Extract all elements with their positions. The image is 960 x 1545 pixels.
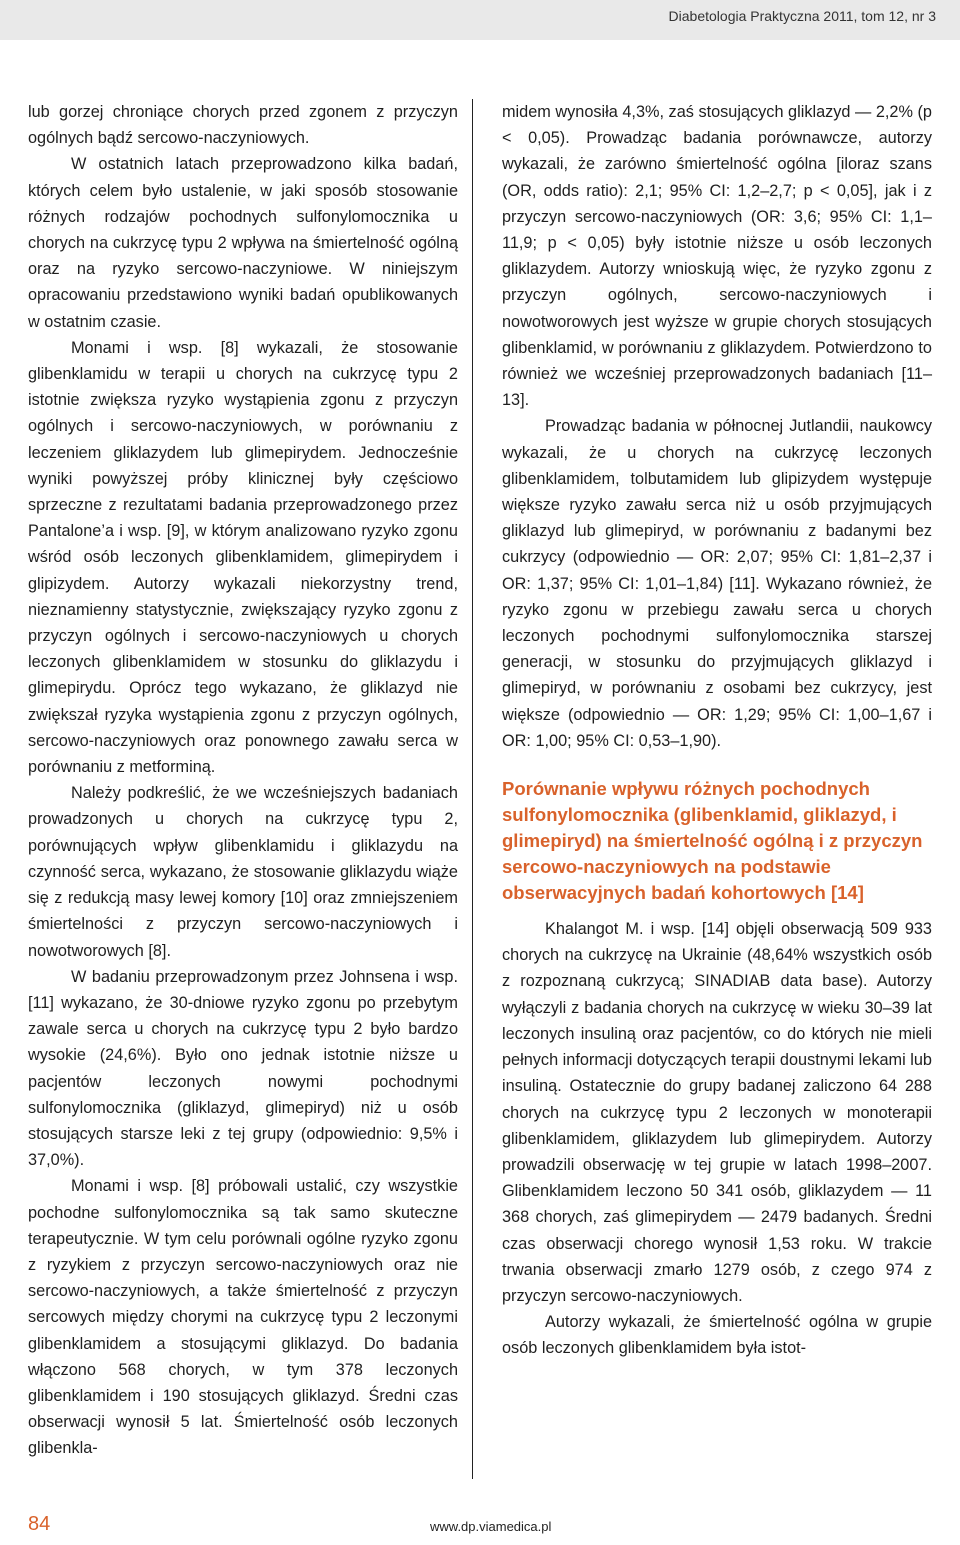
paragraph: midem wynosiła 4,3%, zaś stosujących gliklazyd — 2,2% (p < 0,05). Prowadząc badania porównawcze, autorzy wykazali, że zarówno śmiertelność ogólna [iloraz szans (OR, odds ratio): 2,1; 95% CI: 1,2–2,7; p < 0,05], jak i z przyczyn sercowo-naczyniowych (OR: 3,6; 95% CI: 1,1–11,9; p < 0,05) były istotnie niższe u osób leczonych gliklazydem. Autorzy wnioskują więc, że ryzyko zgonu z przyczyn ogólnych, sercowo-naczyniowych i nowotworowych jest wyższe w grupie chorych stosujących glibenklamid, w porównaniu z gliklazydem. Potwierdzono to również we wcześniej przeprowadzonych badaniach [11–13].: [502, 103, 932, 410]
paragraph: Należy podkreślić, że we wcześniejszych badaniach prowadzonych u chorych na cukrzycę typu 2, porównujących wpływ glibenklamidu i gliklazydu na czynność serca, wykazano, że stosowanie gliklazydu wiąże się z redukcją masy lewej komory [10] oraz zmniejszeniem śmiertelności z przyczyn sercowo-naczyniowych i nowotworowych [8].: [28, 784, 458, 960]
paragraph: Monami i wsp. [8] próbowali ustalić, czy wszystkie pochodne sulfonylomocznika są tak samo skuteczne terapeutycznie. W tym celu porównali ogólne ryzyko zgonu z ryzykiem z przyczyn sercowo-naczyniowych oraz nie sercowo-naczyniowych, a także śmiertelność z przyczyn sercowych między chorymi na cukrzycę typu 2 leczonymi glibenklamidem a stosującymi gliklazyd. Do badania włączono 568 chorych, w tym 378 leczonych glibenklamidem i 190 stosujących gliklazyd. Średni czas obserwacji wynosił 5 lat. Śmiertelność osób leczonych glibenkla-: [28, 1177, 458, 1458]
paragraph: Khalangot M. i wsp. [14] objęli obserwacją 509 933 chorych na cukrzycę na Ukrainie (48,64% wszystkich osób z rozpoznaną cukrzycą; SINADIAB data base). Autorzy wyłączyli z badania chorych na cukrzycę w wieku 30–39 lat leczonych insuliną oraz pacjentów, co do których nie mieli pełnych informacji dotyczących terapii doustnymi lekami lub insuliną. Ostatecznie do grupy badanej zaliczono 64 288 chorych na cukrzycę typu 2 leczonych w monoterapii glibenklamidem, gliklazydem lub glimepirydem. Autorzy prowadzili obserwację w tej grupie w latach 1998–2007. Glibenklamidem leczono 50 341 osób, gliklazydem — 11 368 chorych, zaś glimepirydem — 2479 badanych. Średni czas obserwacji chorego wynosił 1,53 roku. W trakcie trwania obserwacji zmarło 1279 osób, z czego 974 z przyczyn sercowo-naczyniowych.: [502, 920, 932, 1305]
section-heading: Porównanie wpływu różnych pochodnych sulfonylomocznika (glibenklamid, gliklazyd, i glimepiryd) na śmiertelność ogólną i z przyczyn sercowo-naczyniowych na podstawie obserwacyjnych badań kohortowych [14]: [502, 778, 923, 904]
paragraph: lub gorzej chroniące chorych przed zgonem z przyczyn ogólnych bądź sercowo-naczyniowych.: [28, 103, 458, 148]
paragraph: Monami i wsp. [8] wykazali, że stosowanie glibenklamidu w terapii u chorych na cukrzycę typu 2 istotnie zwiększa ryzyko wystąpienia zgonu z przyczyn ogólnych i sercowo-naczyniowych, w porównaniu z leczeniem gliklazydem lub glimepirydem. Jednocześnie wyniki powyższej próby klinicznej były częściowo sprzeczne z rezultatami badania przeprowadzonego przez Pantalone’a i wsp. [9], w którym analizowano ryzyko zgonu wśród osób leczonych glibenklamidem, glimepirydem i glipizydem. Autorzy wykazali niekorzystny trend, nieznamienny statystycznie, zwiększający ryzyko zgonu z przyczyn ogólnych i sercowo-naczyniowych u chorych leczonych glibenklamidem w stosunku do gliklazydu i glimepirydu. Oprócz tego wykazano, że gliklazyd nie zwiększał ryzyka wystąpienia zgonu z przyczyn ogólnych, sercowo-naczyniowych oraz ponownego zawału serca w porównaniu z metforminą.: [28, 338, 458, 777]
running-header: [0, 0, 960, 40]
journal-title: Diabetologia Praktyczna 2011, tom 12, nr 3: [668, 8, 936, 24]
journal-url: www.dp.viamedica.pl: [430, 1519, 552, 1534]
left-column: [28, 99, 473, 1479]
page-number: 84: [28, 1513, 51, 1535]
paragraph: W ostatnich latach przeprowadzono kilka badań, których celem było ustalenie, w jaki sposób stosowanie różnych rodzajów pochodnych sulfonylomocznika u chorych na cukrzycę typu 2 wpływa na śmiertelność ogólną oraz na ryzyko sercowo-naczyniowe. W niniejszym opracowaniu przedstawiono wyniki badań opublikowanych w ostatnim czasie.: [28, 155, 458, 331]
right-column: [502, 99, 932, 1362]
paragraph: Prowadząc badania w północnej Jutlandii, naukowcy wykazali, że u chorych na cukrzycę leczonych glibenklamidem, tolbutamidem lub glipizydem występuje większe ryzyko zawału serca niż u osób przyjmujących gliklazyd lub glimepiryd, w porównaniu z badanymi bez cukrzycy (odpowiednio — OR: 2,07; 95% CI: 1,81–2,37 i OR: 1,37; 95% CI: 1,01–1,84) [11]. Wykazano również, że ryzyko zgonu w przebiegu zawału serca u chorych leczonych pochodnymi sulfonylomocznika starszej generacji, w stosunku do przyjmujących gliklazyd i glimepiryd, w porównaniu z osobami bez cukrzycy, jest większe (odpowiednio — OR: 1,29; 95% CI: 1,00–1,67 i OR: 1,00; 95% CI: 0,53–1,90).: [502, 417, 932, 750]
paragraph: Autorzy wykazali, że śmiertelność ogólna w grupie osób leczonych glibenklamidem była istot-: [502, 1313, 932, 1358]
paragraph: W badaniu przeprowadzonym przez Johnsena i wsp. [11] wykazano, że 30-dniowe ryzyko zgonu po przebytym zawale serca u chorych na cukrzycę typu 2 było bardzo wysokie (24,6%). Było ono jednak istotnie niższe u pacjentów leczonych nowymi pochodnymi sulfonylomocznika (gliklazyd, glimepiryd) niż u osób stosujących starsze leki z tej grupy (odpowiednio: 9,5% i 37,0%).: [28, 967, 458, 1170]
